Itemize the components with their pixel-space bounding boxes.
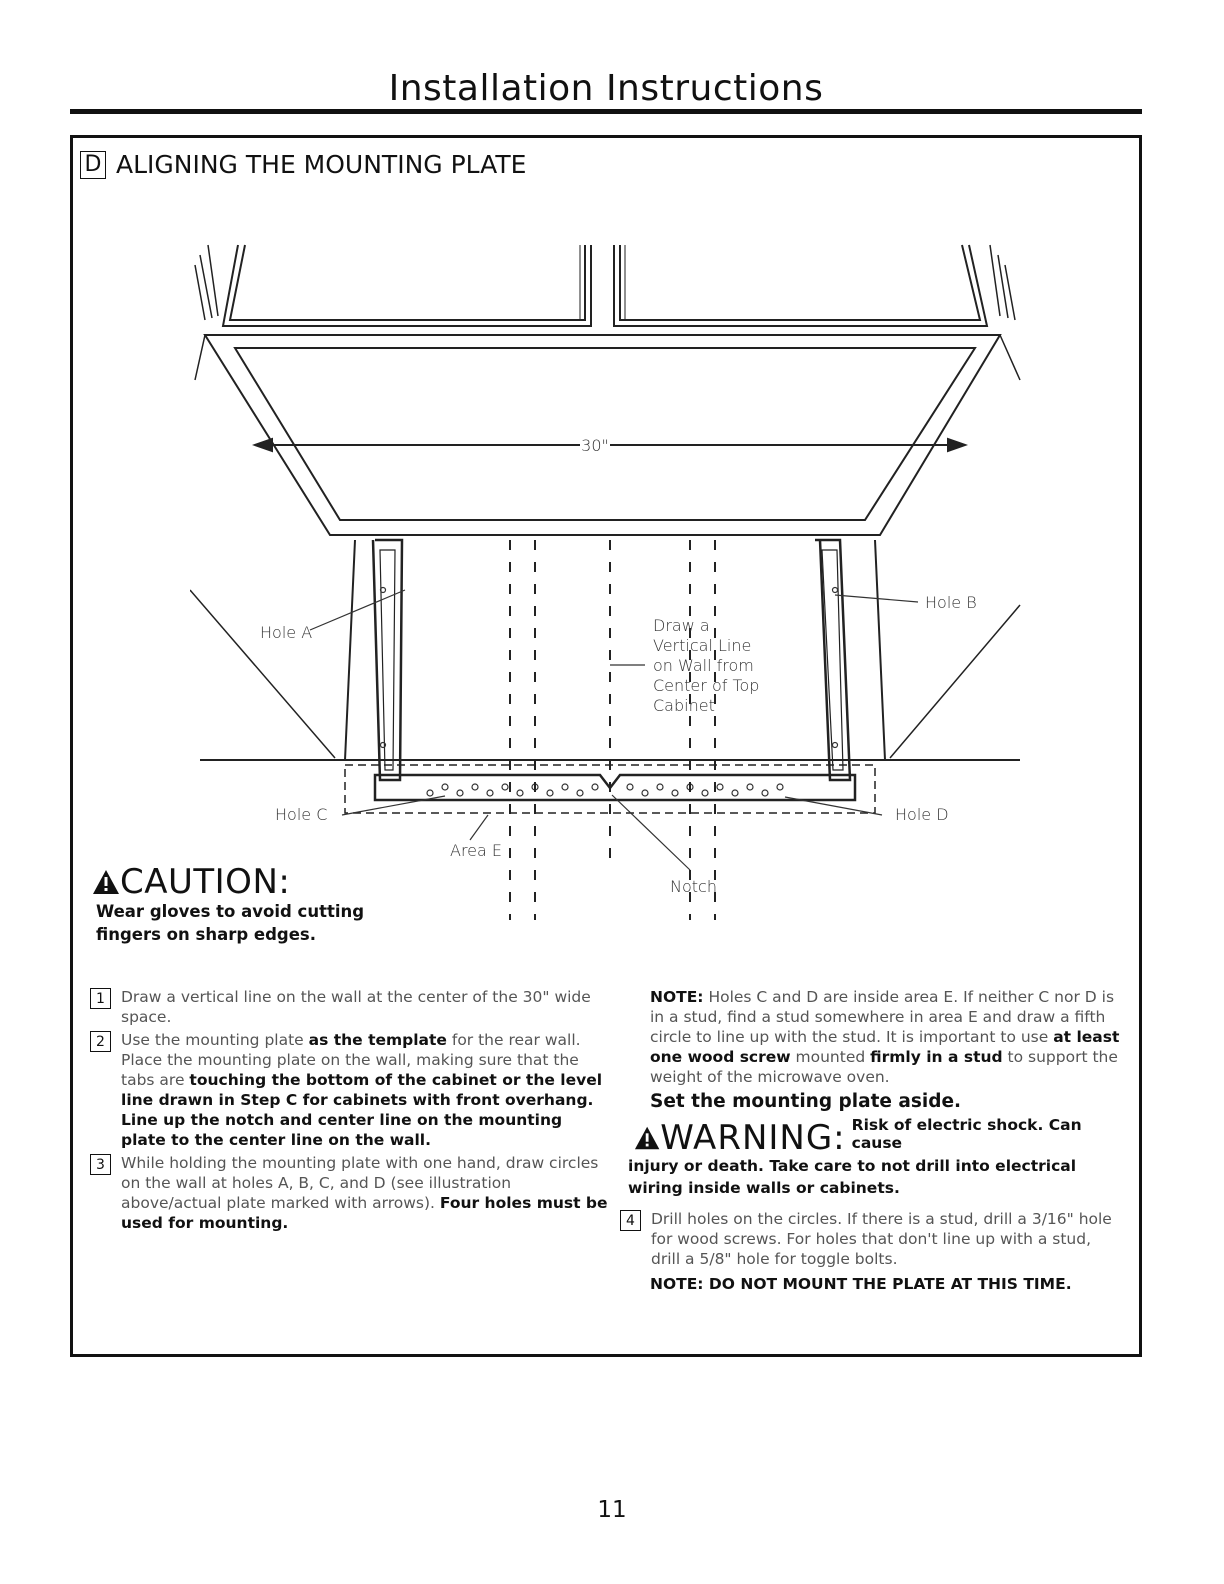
step-2 (90, 1030, 610, 1150)
note-bold: at least one wood screw (650, 1028, 1120, 1066)
label-hole-c: Hole C (275, 805, 328, 824)
note-text: Holes C and D are inside area E. If neither C nor D is in a stud, find a stud somewhere in area E and draw a fifth circle to line up with the stud. It is important to use (650, 988, 1115, 1046)
note-bold: firmly in a stud (870, 1048, 1003, 1066)
label-hole-d: Hole D (895, 805, 949, 824)
section-letter-box: D (80, 151, 106, 179)
step-1-text (121, 987, 610, 1027)
label-notch: Notch (670, 877, 717, 896)
cabinet-bottom-outer (205, 335, 1000, 535)
caution-text: Wear gloves to avoid cutting fingers on sharp edges. (96, 902, 365, 944)
caution-heading (92, 862, 290, 902)
warning-triangle-icon (92, 869, 120, 895)
label-area-e: Area E (450, 841, 503, 860)
step-2-part: for the rear wall. Place the mounting plate on the wall, making sure that the tabs are (121, 1031, 581, 1089)
set-aside-text: Set the mounting plate aside. (650, 1091, 962, 1112)
left-cabinet-door (230, 245, 585, 320)
section-title (80, 150, 526, 179)
page-header: Installation Instructions (388, 68, 824, 109)
step-2-part: Use the mounting plate (121, 1031, 309, 1049)
page-number: 11 (597, 1497, 627, 1523)
steps-left-column (90, 987, 610, 1236)
step-3 (90, 1153, 610, 1233)
label-hole-a: Hole A (260, 623, 313, 642)
right-column (620, 987, 1120, 1293)
step-3-bold: Four holes must be used for mounting. (121, 1194, 608, 1232)
step-number-box: 1 (90, 988, 111, 1009)
warning-lead: Risk of electric shock. Can cause (851, 1116, 1082, 1152)
mounting-plate-diagram (190, 240, 1030, 980)
step-2-bold: touching the bottom of the cabinet or the level line drawn in Step C for cabinets with front overhang. Line up the notch and center line on the mounting plate to the center line on the wall. (121, 1071, 603, 1149)
vertical-line-note-3: on Wall from (653, 656, 754, 675)
step-number-box: 4 (620, 1210, 641, 1231)
step-2-text (121, 1030, 610, 1150)
step-number-box: 2 (90, 1031, 111, 1052)
note-text: to support the weight of the microwave oven. (650, 1048, 1118, 1086)
section-title-text: ALIGNING THE MOUNTING PLATE (116, 150, 527, 179)
note-label: NOTE: (650, 988, 704, 1006)
step-2-bold: as the template (308, 1031, 447, 1049)
width-label: 30" (581, 436, 609, 455)
vertical-line-note-2: Vertical Line (653, 636, 752, 655)
header-rule (70, 109, 1142, 114)
vertical-line-note-5: Cabinet (653, 696, 715, 715)
caution-title: CAUTION: (120, 862, 291, 902)
vertical-line-note-4: Center of Top (653, 676, 760, 695)
step-number-box: 3 (90, 1154, 111, 1175)
step-4 (620, 1209, 1120, 1269)
label-hole-b: Hole B (925, 593, 977, 612)
warning-text: injury or death. Take care to not drill into electrical wiring inside walls or cabinets. (628, 1157, 1077, 1197)
note-paragraph (620, 987, 1120, 1087)
step-1-part: Draw a vertical line on the wall at the center of the 30" wide space. (121, 988, 591, 1026)
left-cabinet-door-edge (223, 245, 591, 326)
vertical-line-note-1: Draw a (653, 616, 710, 635)
step-1 (90, 987, 610, 1027)
right-cabinet-door-edge (614, 245, 987, 326)
final-note: NOTE: DO NOT MOUNT THE PLATE AT THIS TIME. (650, 1275, 1072, 1293)
step-3-text (121, 1153, 610, 1233)
warning-triangle-icon (634, 1125, 660, 1151)
cabinet-bottom-inner (235, 348, 975, 520)
right-cabinet-door (620, 245, 980, 320)
note-text: mounted (790, 1048, 871, 1066)
warning-heading (620, 1116, 1120, 1158)
warning-title: WARNING: (660, 1118, 846, 1158)
step-3-part: While holding the mounting plate with one hand, draw circles on the wall at holes A, B, C, and D (see illustration above/actual plate marked with arrows). (121, 1154, 599, 1212)
step-4-text: Drill holes on the circles. If there is a stud, drill a 3/16" hole for wood screws. For holes that don't line up with a stud, drill a 5/8" hole for toggle bolts. (651, 1210, 1112, 1268)
